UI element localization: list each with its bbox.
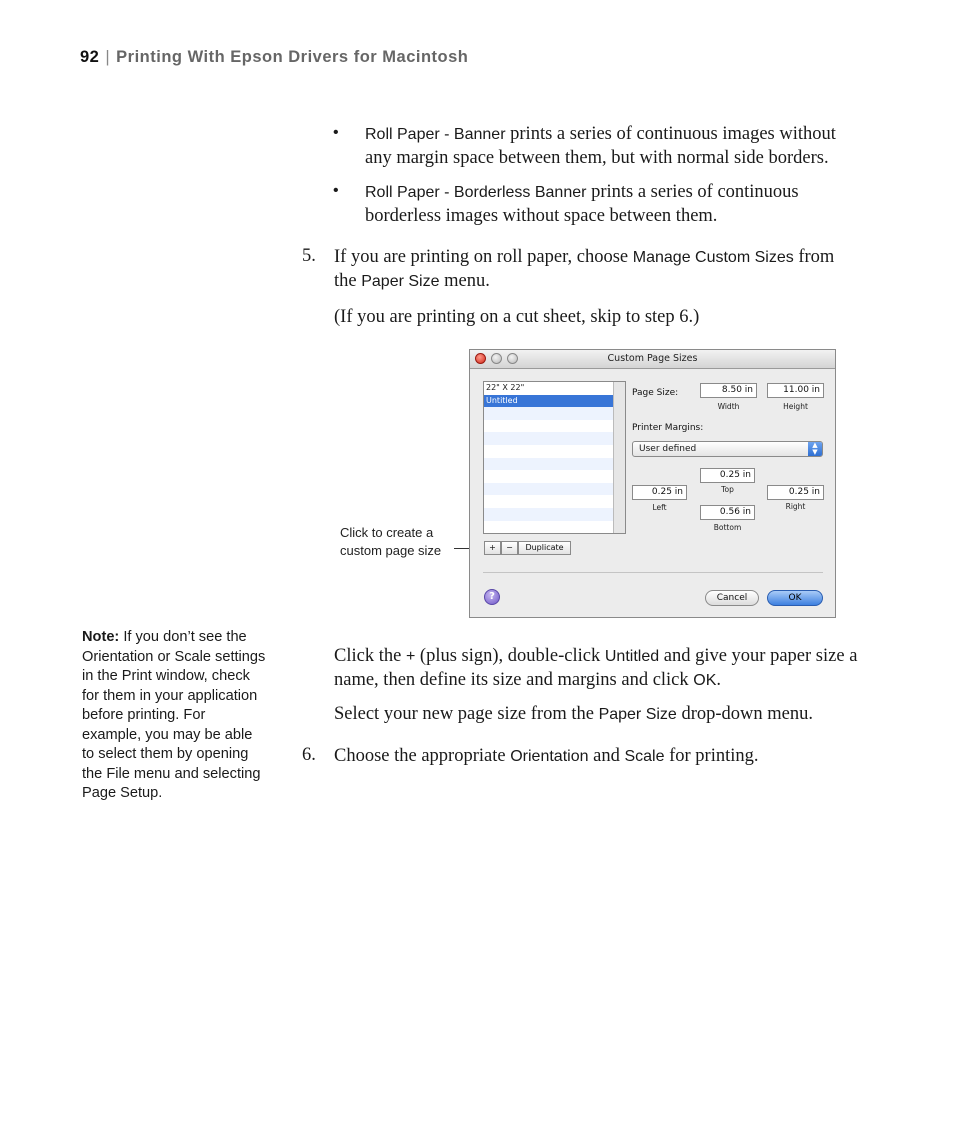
select-page-size-instruction (334, 703, 879, 727)
ui-term: File (106, 765, 130, 782)
help-icon[interactable]: ? (484, 589, 500, 605)
ui-term: Roll Paper - Borderless Banner (365, 184, 587, 201)
running-header (80, 48, 468, 67)
bullet-borderless-banner (365, 181, 885, 227)
body-text: and give your paper size a (659, 646, 858, 666)
paper-size-list[interactable] (483, 381, 626, 534)
callout-line-2: custom page size (340, 543, 442, 558)
ui-term: Paper Size (598, 706, 677, 723)
bottom-margin-field[interactable]: 0.56 in (700, 505, 755, 520)
header-separator: | (105, 48, 111, 66)
top-label: Top (721, 485, 734, 494)
callout-text (340, 524, 441, 560)
ui-term: OK (693, 671, 717, 689)
custom-page-sizes-dialog (469, 349, 836, 618)
popup-value: User defined (639, 444, 697, 454)
printer-margins-popup[interactable] (632, 441, 823, 457)
ui-term: Manage Custom Sizes (632, 249, 794, 266)
body-text: name, then define its size and margins and click (334, 669, 694, 690)
note-label: Note: (82, 629, 120, 645)
remove-size-button[interactable]: − (501, 541, 518, 555)
bottom-label: Bottom (713, 523, 742, 532)
width-label: Width (717, 402, 740, 411)
ui-term: + (405, 648, 416, 665)
width-field[interactable]: 8.50 in (700, 383, 757, 398)
list-scrollbar[interactable] (613, 382, 625, 533)
window-title: Custom Page Sizes (607, 353, 698, 364)
height-label: Height (783, 402, 808, 411)
body-text: (plus sign), double-click (415, 646, 605, 666)
step-5-text (334, 246, 879, 293)
popup-arrows-icon: ▲ ▼ (808, 442, 822, 456)
plus-sign-instruction (334, 645, 879, 692)
body-text: . (716, 669, 722, 690)
ui-term: Orientation (510, 748, 589, 765)
bullet-roll-banner (365, 123, 885, 169)
ok-button[interactable]: OK (767, 590, 823, 606)
list-row-empty (484, 508, 614, 521)
ui-term: Page Setup (82, 785, 159, 801)
ui-term: Paper Size (361, 272, 440, 290)
bullet-mark: • (333, 182, 339, 199)
body-text: Select your new page size from the (334, 704, 599, 724)
list-row-empty (484, 432, 614, 445)
step-text: menu. (439, 270, 490, 291)
list-row-empty (484, 483, 614, 496)
list-row-empty (484, 420, 614, 433)
note-text: If you don’t see the Orientation or Scale settings in the Print window, check for them in your application before printing. For example, you may be able to select them by opening the (82, 629, 266, 782)
list-row-empty (484, 445, 614, 458)
list-row-empty (484, 458, 614, 471)
step-number: 5. (302, 246, 316, 266)
list-row-empty (484, 521, 614, 534)
left-label: Left (652, 503, 667, 512)
ui-term: Untitled (604, 648, 660, 665)
bullet-text: any margin space between them, but with normal side borders. (365, 147, 829, 168)
note-text: . (158, 785, 163, 801)
step-number: 6. (302, 745, 316, 765)
step-text: from (793, 247, 835, 267)
right-label: Right (785, 502, 806, 511)
add-size-button[interactable]: + (484, 541, 501, 555)
list-item-selected[interactable]: Untitled (484, 395, 614, 408)
step-text: If you are printing on roll paper, choose (334, 247, 633, 267)
list-item[interactable]: 22" X 22" (486, 383, 525, 392)
note-text: menu and selecting (129, 765, 261, 782)
bullet-text: borderless images without space between them. (365, 205, 718, 226)
step-text: and (588, 746, 625, 766)
cancel-button[interactable]: Cancel (705, 590, 759, 606)
body-text: drop-down menu. (676, 704, 813, 724)
bullet-text: prints a series of continuous images without (505, 124, 836, 144)
bullet-mark: • (333, 124, 339, 141)
body-text: Click the (334, 646, 406, 666)
sidebar-note (82, 628, 268, 804)
list-row-empty (484, 407, 614, 420)
bullet-text: prints a series of continuous (586, 182, 799, 202)
list-row-empty (484, 495, 614, 508)
dialog-divider (483, 572, 823, 573)
callout-line-1: Click to create a (340, 525, 434, 540)
top-margin-field[interactable]: 0.25 in (700, 468, 755, 483)
step-text: the (334, 270, 362, 291)
list-row-empty (484, 470, 614, 483)
printer-margins-label: Printer Margins: (632, 423, 704, 433)
ui-term: Roll Paper - Banner (365, 126, 506, 143)
step-text: Choose the appropriate (334, 746, 511, 766)
step-6-text (334, 745, 879, 769)
header-title: Printing With Epson Drivers for Macintosh (116, 48, 469, 66)
step-text: for printing. (664, 746, 759, 766)
duplicate-button[interactable]: Duplicate (518, 541, 571, 555)
right-margin-field[interactable]: 0.25 in (767, 485, 824, 500)
ui-term: Scale (624, 748, 665, 765)
height-field[interactable]: 11.00 in (767, 383, 824, 398)
page-number: 92 (80, 48, 100, 66)
window-titlebar (470, 350, 835, 369)
cut-sheet-note: (If you are printing on a cut sheet, skip to step 6.) (334, 307, 700, 327)
left-margin-field[interactable]: 0.25 in (632, 485, 687, 500)
page-size-label: Page Size: (632, 388, 679, 398)
